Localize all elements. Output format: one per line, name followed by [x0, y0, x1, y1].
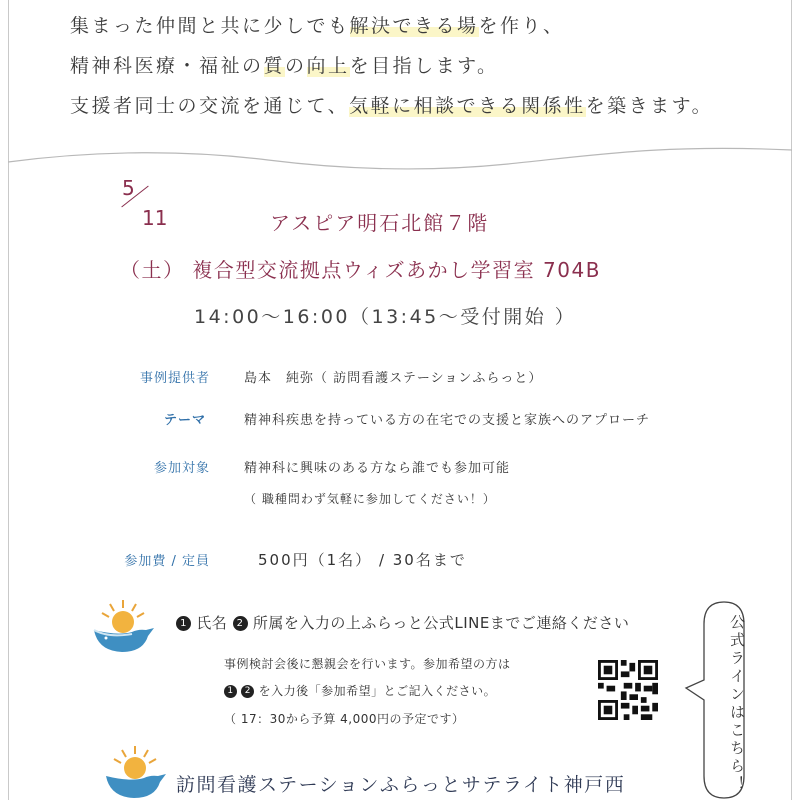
intro-line-3: 支援者同士の交流を通じて、気軽に相談できる関係性を築きます。	[70, 95, 714, 117]
number-2-icon: 2	[241, 685, 254, 698]
contact-line-3: 1 2 を入力後「参加希望」とご記入ください。	[224, 682, 496, 699]
theme-label: テーマ	[163, 413, 206, 428]
whale-logo-icon	[88, 596, 158, 658]
target-value: 精神科に興味のある方なら誰でも参加可能	[244, 461, 511, 476]
target-note: （ 職種問わず気軽に参加してください！）	[244, 492, 496, 506]
presenter-label: 事例提供者	[139, 371, 210, 386]
fee-value: 500円（1名） / 30名まで	[258, 551, 467, 569]
target-label: 参加対象	[153, 461, 210, 476]
qr-code-icon[interactable]	[598, 660, 658, 720]
number-1-icon: 1	[224, 685, 237, 698]
intro-line-2: 精神科医療・福祉の質の向上を目指します。	[70, 55, 499, 77]
event-time: 14:00〜16:00（13:45〜受付開始 ）	[194, 306, 577, 328]
venue-room: （土） 複合型交流拠点ウィズあかし学習室 704B	[120, 258, 601, 282]
presenter-value: 島本 純弥（ 訪問看護ステーションふらっと）	[244, 371, 543, 386]
intro-text	[70, 6, 770, 126]
contact-line-2: 事例検討会後に懇親会を行います。参加希望の方は	[224, 657, 511, 671]
line-official-link[interactable]: 公式ラインはこちら！	[728, 614, 746, 794]
event-day: 11	[142, 206, 168, 230]
intro-line-1: 集まった仲間と共に少しでも解決できる場を作り、	[70, 15, 565, 37]
theme-value: 精神科疾患を持っている方の在宅での支援と家族へのアプローチ	[244, 413, 651, 428]
station-name: 訪問看護ステーションふらっとサテライト神戸西	[176, 774, 626, 796]
contact-line-1: 1 氏名 2 所属を入力の上ふらっと公式LINEまでご連絡ください	[176, 612, 629, 633]
contact-line-4: （ 17：30から予算 4,000円の予定です）	[224, 712, 465, 726]
whale-logo-icon	[100, 742, 170, 804]
event-month: 5	[122, 176, 135, 200]
fee-label: 参加費 / 定員	[124, 554, 210, 569]
number-2-icon: 2	[233, 616, 248, 631]
number-1-icon: 1	[176, 616, 191, 631]
venue-name: アスピア明石北館７階	[270, 211, 490, 235]
